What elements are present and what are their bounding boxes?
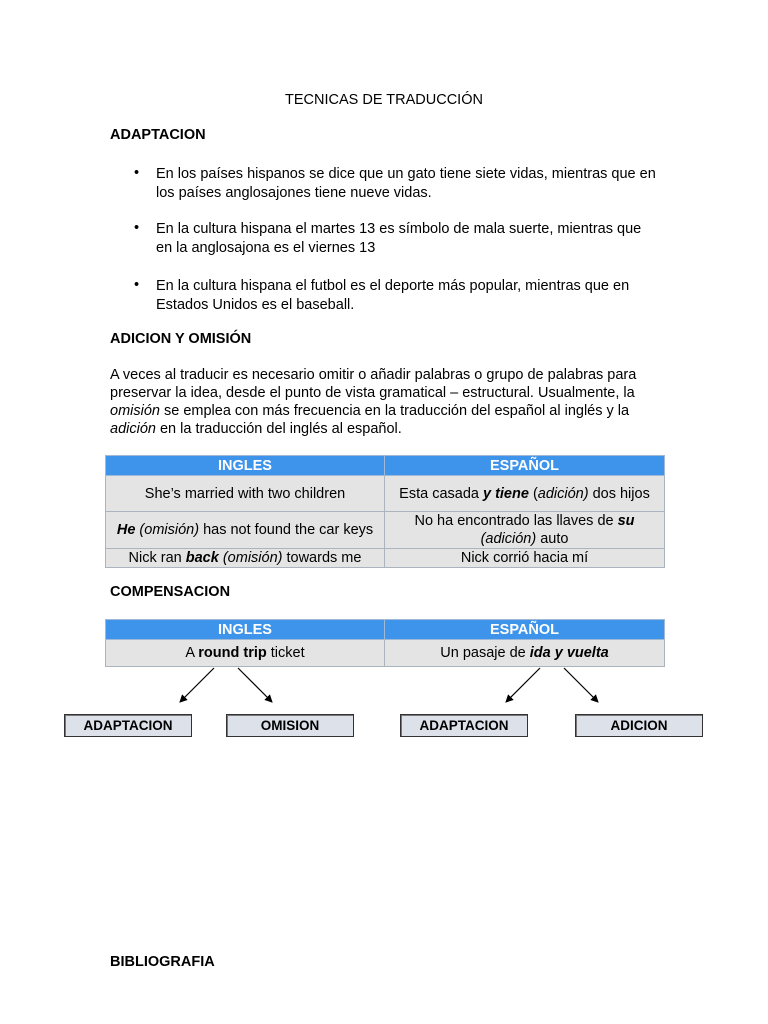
cell-text: has not found the car keys (199, 522, 374, 538)
paragraph-text: se emplea con más frecuencia en la traducción del español al inglés y la (159, 403, 630, 419)
column-header-ingles: INGLES (106, 620, 385, 640)
paragraph-text: en la traducción del inglés al español. (155, 421, 402, 437)
column-header-ingles: INGLES (106, 456, 385, 476)
cell-text: ticket (266, 645, 305, 661)
arrow-icon (506, 668, 540, 702)
cell-bold-text: y tiene (482, 485, 529, 502)
cell-text: No ha encontrado las llaves de (414, 513, 618, 529)
cell-text: She’s married with two children (144, 485, 346, 502)
heading-adaptacion: ADAPTACION (110, 127, 206, 143)
cell-text: Nick corrió hacia mí (460, 550, 589, 566)
page-title: TECNICAS DE TRADUCCIÓN (285, 92, 483, 108)
bullet-icon: • (134, 165, 140, 181)
cell-bold-text: round trip (198, 645, 267, 661)
box-adaptacion-left: ADAPTACION (64, 714, 192, 737)
cell-italic-text: (omisión) (222, 550, 283, 566)
cell-italic-text: (omisión) (139, 522, 200, 538)
bullet-icon: • (134, 220, 140, 236)
box-adicion: ADICION (575, 714, 703, 737)
cell-text: Esta casada (399, 485, 483, 502)
cell-text: Un pasaje de (440, 645, 530, 661)
cell-text: towards me (282, 550, 362, 566)
cell-italic-text: (adición) (480, 531, 537, 547)
heading-compensacion: COMPENSACION (110, 584, 231, 600)
arrow-icon (180, 668, 214, 702)
column-header-espanol: ESPAÑOL (385, 456, 665, 476)
cell-bold-text: back (185, 550, 219, 566)
heading-adicion-omision: ADICION Y OMISIÓN (110, 331, 252, 347)
cell-text: auto (536, 531, 569, 547)
bullet-icon: • (134, 277, 140, 293)
cell-text: A (185, 645, 199, 661)
cell-text: dos hijos (588, 485, 650, 502)
cell-bold-text: He (116, 522, 136, 538)
cell-bold-text: su (617, 513, 635, 529)
cell-italic-text: adición) (537, 485, 589, 502)
box-adaptacion-right: ADAPTACION (400, 714, 528, 737)
cell-bold-text: ida y vuelta (529, 645, 609, 661)
column-header-espanol: ESPAÑOL (385, 620, 665, 640)
arrow-icon (564, 668, 598, 702)
bullet-text-2: En la cultura hispana el martes 13 es símbolo de mala suerte, mientras que en la anglosajona es el viernes 13 (156, 221, 642, 256)
heading-bibliografia: BIBLIOGRAFIA (110, 954, 215, 970)
arrow-icon (238, 668, 272, 702)
bullet-text-3: En la cultura hispana el futbol es el deporte más popular, mientras que en Estados Unidos es el baseball. (156, 278, 630, 313)
cell-text: Nick ran (128, 550, 186, 566)
box-omision: OMISION (226, 714, 354, 737)
paragraph-text: A veces al traducir es necesario omitir o añadir palabras o grupo de palabras para preservar la idea, desde el punto de vista gramatical – estructural. Usualmente, la (110, 367, 637, 401)
cell-text: ( (528, 485, 538, 502)
bullet-text-1: En los países hispanos se dice que un gato tiene siete vidas, mientras que en los países anglosajones tiene nueve vidas. (156, 166, 656, 201)
paragraph-emphasis: adición (110, 421, 156, 437)
paragraph-emphasis: omisión (110, 403, 160, 419)
